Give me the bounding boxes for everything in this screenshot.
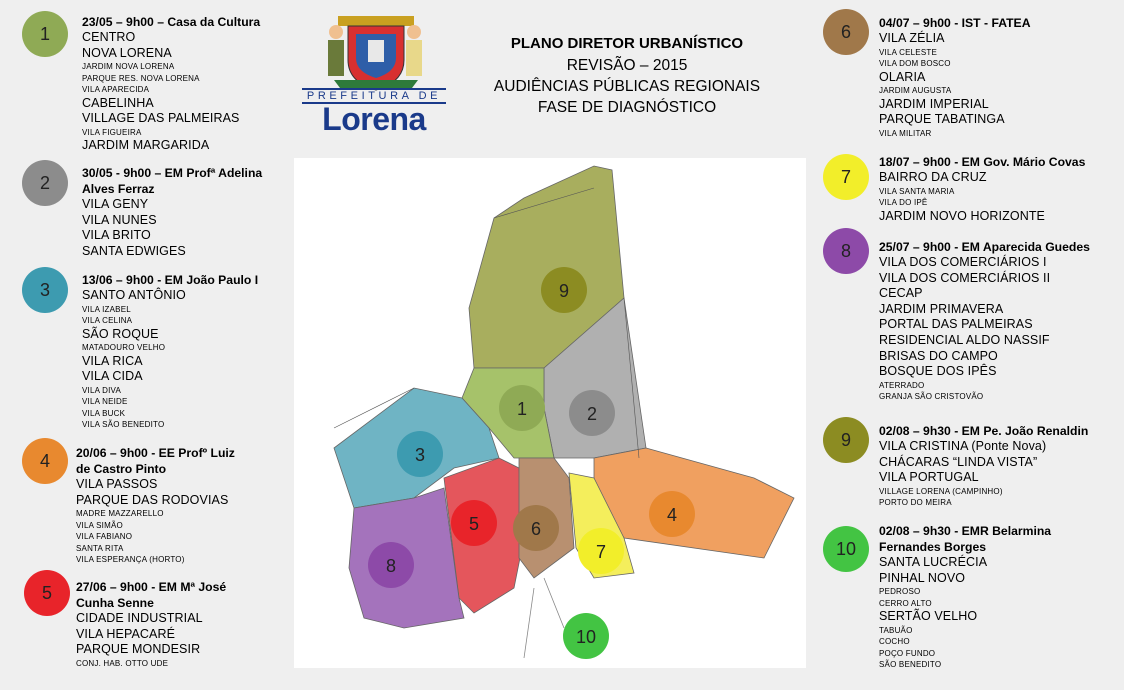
region-3-details <box>82 272 258 431</box>
neighborhood: JARDIM NOVO HORIZONTE <box>879 208 1045 223</box>
logo-top-text: PREFEITURA DE <box>302 88 446 104</box>
region-meeting-info: 23/05 – 9h00 – Casa da Cultura <box>82 15 261 29</box>
region-5-details <box>76 579 226 669</box>
svg-text:1: 1 <box>516 399 528 419</box>
neighborhood-minor: VILA DO IPÊ <box>879 198 928 208</box>
neighborhood: VILA CIDA <box>82 369 143 384</box>
region-meeting-info: 27/06 – 9h00 - EM Mª José <box>76 580 227 594</box>
map-marker-6 <box>513 505 559 551</box>
region-meeting-info: Alves Ferraz <box>82 182 155 196</box>
region-8-details <box>879 239 1090 403</box>
map-marker-5 <box>451 500 497 546</box>
neighborhood-minor: PARQUE RES. NOVA LORENA <box>82 73 200 83</box>
neighborhood-minor: VILA ESPERANÇA (HORTO) <box>76 555 185 565</box>
region-1-badge: 1 <box>22 11 68 57</box>
neighborhood-minor: VILA SÃO BENEDITO <box>82 420 165 430</box>
neighborhood-minor: VILA APARECIDA <box>82 85 150 95</box>
neighborhood: JARDIM IMPERIAL <box>879 96 989 111</box>
svg-text:7: 7 <box>595 542 607 562</box>
neighborhood-minor: VILA MILITAR <box>879 128 932 138</box>
neighborhood: BRISAS DO CAMPO <box>879 348 998 363</box>
neighborhood-minor: GRANJA SÃO CRISTOVÃO <box>879 392 984 402</box>
neighborhood: VILA BRITO <box>82 228 151 243</box>
neighborhood-minor: VILA DIVA <box>82 385 122 395</box>
neighborhood-minor: PEDROSO <box>879 587 921 597</box>
map-marker-9 <box>541 267 587 313</box>
svg-text:4: 4 <box>666 505 678 525</box>
city-map <box>294 158 806 668</box>
neighborhood: NOVA LORENA <box>82 45 172 60</box>
neighborhood-minor: MATADOURO VELHO <box>82 343 166 353</box>
region-10-badge: 10 <box>823 526 869 572</box>
subtitle-line: AUDIÊNCIAS PÚBLICAS REGIONAIS <box>493 78 761 95</box>
neighborhood-minor: VILLAGE LORENA (CAMPINHO) <box>879 486 1003 496</box>
neighborhood: BOSQUE DOS IPÊS <box>879 364 997 379</box>
neighborhood: BAIRRO DA CRUZ <box>879 170 987 184</box>
neighborhood-minor: ATERRADO <box>879 380 925 390</box>
map-marker-7 <box>578 528 624 574</box>
neighborhood: SANTO ANTÔNIO <box>82 288 186 302</box>
page-title-block <box>458 33 796 118</box>
neighborhood-minor: VILA DOM BOSCO <box>879 59 951 69</box>
neighborhood: VILA PASSOS <box>76 477 158 491</box>
neighborhood: PORTAL DAS PALMEIRAS <box>879 317 1033 332</box>
region-meeting-info: 18/07 – 9h00 - EM Gov. Mário Covas <box>879 155 1086 169</box>
region-3-badge: 3 <box>22 267 68 313</box>
neighborhood: OLARIA <box>879 69 926 84</box>
region-2-details <box>82 165 262 259</box>
neighborhood: JARDIM MARGARIDA <box>82 138 210 153</box>
neighborhood: PARQUE DAS RODOVIAS <box>76 492 229 507</box>
region-9-badge: 9 <box>823 417 869 463</box>
neighborhood: SÃO ROQUE <box>82 326 159 341</box>
neighborhood-minor: PORTO DO MEIRA <box>879 498 952 508</box>
neighborhood: CHÁCARAS “LINDA VISTA” <box>879 454 1038 469</box>
neighborhood-minor: VILA IZABEL <box>82 304 131 314</box>
neighborhood: CECAP <box>879 286 923 301</box>
neighborhood: VILA PORTUGAL <box>879 470 979 485</box>
svg-text:2: 2 <box>586 404 598 424</box>
map-svg <box>294 158 806 668</box>
neighborhood: CABELINHA <box>82 95 154 110</box>
region-9-details <box>879 423 1088 509</box>
neighborhood-minor: VILA FIGUEIRA <box>82 127 142 137</box>
map-marker-1 <box>499 385 545 431</box>
lorena-logo <box>298 10 450 137</box>
neighborhood-minor: VILA BUCK <box>82 408 126 418</box>
neighborhood: CENTRO <box>82 30 136 44</box>
region-2-badge: 2 <box>22 160 68 206</box>
neighborhood-minor: SÃO BENEDITO <box>879 660 942 670</box>
region-5-badge: 5 <box>24 570 70 616</box>
neighborhood: RESIDENCIAL ALDO NASSIF <box>879 332 1050 347</box>
map-marker-2 <box>569 390 615 436</box>
region-4-details <box>76 445 235 566</box>
neighborhood-minor: JARDIM NOVA LORENA <box>82 62 175 72</box>
region-10-details <box>879 523 1051 671</box>
region-7-badge: 7 <box>823 154 869 200</box>
svg-text:9: 9 <box>558 281 570 301</box>
svg-text:3: 3 <box>414 445 426 465</box>
region-6-badge: 6 <box>823 9 869 55</box>
region-meeting-info: 02/08 – 9h30 - EMR Belarmina <box>879 524 1052 538</box>
neighborhood: SANTA EDWIGES <box>82 243 186 258</box>
region-6-details <box>879 15 1031 139</box>
subtitle-line: FASE DE DIAGNÓSTICO <box>537 99 717 116</box>
region-meeting-info: 02/08 – 9h30 - EM Pe. João Renaldin <box>879 424 1089 438</box>
neighborhood-minor: TABUÃO <box>879 625 913 635</box>
neighborhood: VILA CRISTINA (Ponte Nova) <box>879 439 1047 453</box>
region-meeting-info: 25/07 – 9h00 - EM Aparecida Guedes <box>879 240 1090 254</box>
region-meeting-info: Fernandes Borges <box>879 540 987 554</box>
svg-text:5: 5 <box>468 514 480 534</box>
neighborhood: VILA DOS COMERCIÁRIOS I <box>879 255 1047 269</box>
neighborhood: PARQUE MONDESIR <box>76 642 201 657</box>
neighborhood: VILA DOS COMERCIÁRIOS II <box>879 270 1051 285</box>
neighborhood: VILA ZÉLIA <box>879 31 945 45</box>
region-meeting-info: 30/05 - 9h00 – EM Profª Adelina <box>82 166 263 180</box>
map-marker-3 <box>397 431 443 477</box>
neighborhood-minor: COCHO <box>879 637 910 647</box>
region-4-badge: 4 <box>22 438 68 484</box>
region-8-badge: 8 <box>823 228 869 274</box>
svg-text:6: 6 <box>530 519 542 539</box>
map-marker-8 <box>368 542 414 588</box>
neighborhood-minor: MADRE MAZZARELLO <box>76 509 164 519</box>
neighborhood-minor: VILA NEIDE <box>82 397 128 407</box>
neighborhood: VILA GENY <box>82 197 149 211</box>
neighborhood: VILLAGE DAS PALMEIRAS <box>82 111 240 126</box>
region-1-details <box>82 14 260 154</box>
neighborhood: VILA RICA <box>82 353 143 368</box>
region-meeting-info: 20/06 – 9h00 - EE Profº Luiz <box>76 446 235 460</box>
neighborhood-minor: VILA CELINA <box>82 316 133 326</box>
neighborhood: VILA HEPACARÉ <box>76 626 176 641</box>
neighborhood: PINHAL NOVO <box>879 570 966 585</box>
svg-text:10: 10 <box>575 627 597 647</box>
region-meeting-info: 13/06 – 9h00 - EM João Paulo I <box>82 273 259 287</box>
neighborhood-minor: CERRO ALTO <box>879 598 932 608</box>
logo-name: Lorena <box>322 101 426 137</box>
neighborhood: SERTÃO VELHO <box>879 609 978 624</box>
region-meeting-info: 04/07 – 9h00 - IST - FATEA <box>879 16 1031 30</box>
neighborhood-minor: POÇO FUNDO <box>879 648 936 658</box>
neighborhood-minor: VILA CELESTE <box>879 47 937 57</box>
region-7-details <box>879 154 1085 224</box>
map-marker-10 <box>563 613 609 659</box>
neighborhood-minor: VILA SIMÃO <box>76 520 123 530</box>
region-meeting-info: de Castro Pinto <box>76 462 167 476</box>
neighborhood-minor: VILA FABIANO <box>76 532 133 542</box>
neighborhood-minor: SANTA RITA <box>76 543 124 553</box>
svg-text:8: 8 <box>385 556 397 576</box>
neighborhood-minor: JARDIM AUGUSTA <box>879 86 952 96</box>
page-title: PLANO DIRETOR URBANÍSTICO <box>510 35 744 52</box>
map-marker-4 <box>649 491 695 537</box>
neighborhood-minor: CONJ. HAB. OTTO UDE <box>76 658 169 668</box>
subtitle-line: REVISÃO – 2015 <box>566 57 688 74</box>
neighborhood: PARQUE TABATINGA <box>879 112 1005 127</box>
neighborhood: SANTA LUCRÉCIA <box>879 555 988 569</box>
neighborhood: VILA NUNES <box>82 212 157 227</box>
neighborhood: JARDIM PRIMAVERA <box>879 301 1004 316</box>
neighborhood: CIDADE INDUSTRIAL <box>76 611 203 625</box>
neighborhood-minor: VILA SANTA MARIA <box>879 186 955 196</box>
region-meeting-info: Cunha Senne <box>76 596 154 610</box>
